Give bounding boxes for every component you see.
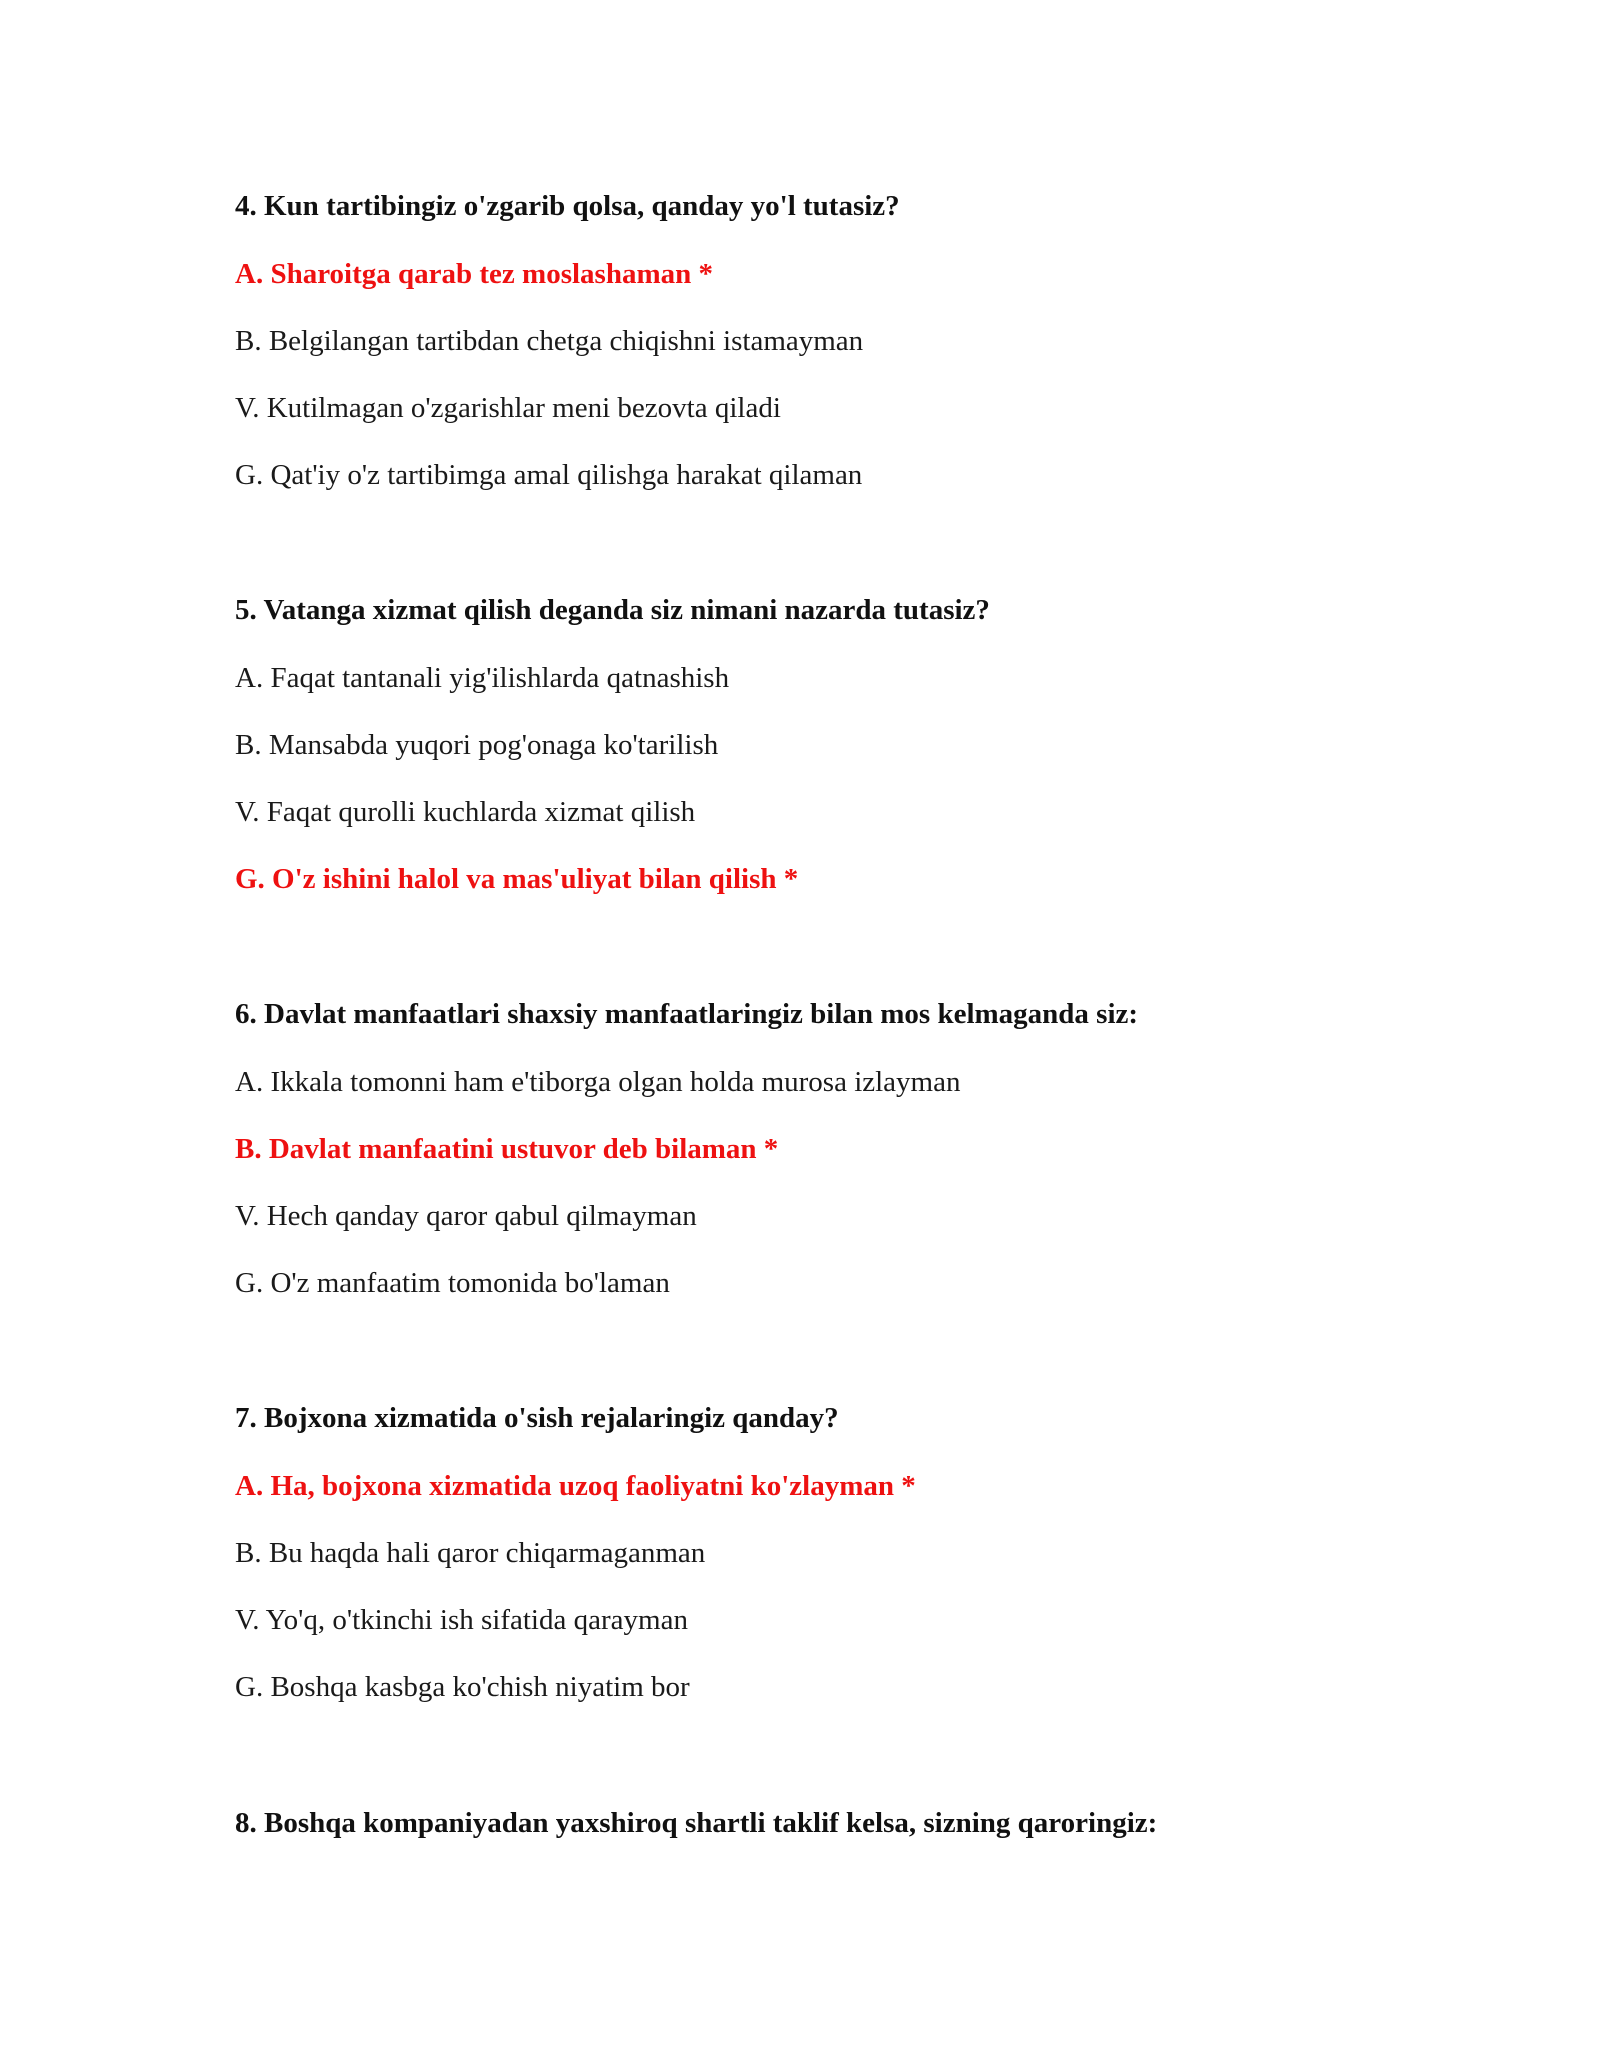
answer-option: B. Bu haqda hali qaror chiqarmaganman [235, 1537, 706, 1569]
answer-option: B. Davlat manfaatini ustuvor deb bilaman * [235, 1133, 779, 1165]
answer-option: A. Ikkala tomonni ham e'tiborga olgan holda murosa izlayman [235, 1066, 961, 1098]
answer-option: V. Kutilmagan o'zgarishlar meni bezovta qiladi [235, 392, 781, 424]
question-text: 5. Vatanga xizmat qilish deganda siz nimani nazarda tutasiz? [235, 594, 990, 626]
answer-option: V. Hech qanday qaror qabul qilmayman [235, 1200, 697, 1232]
answer-option: G. O'z ishini halol va mas'uliyat bilan qilish * [235, 863, 799, 895]
answer-option: G. O'z manfaatim tomonida bo'laman [235, 1267, 670, 1299]
answer-option: B. Mansabda yuqori pog'onaga ko'tarilish [235, 729, 719, 761]
question-text: 7. Bojxona xizmatida o'sish rejalaringiz qanday? [235, 1402, 839, 1434]
answer-option: B. Belgilangan tartibdan chetga chiqishni istamayman [235, 325, 864, 357]
answer-option: G. Qat'iy o'z tartibimga amal qilishga harakat qilaman [235, 459, 863, 491]
question-text: 8. Boshqa kompaniyadan yaxshiroq shartli taklif kelsa, sizning qaroringiz: [235, 1807, 1158, 1839]
answer-option: A. Ha, bojxona xizmatida uzoq faoliyatni ko'zlayman * [235, 1470, 916, 1502]
answer-option: A. Faqat tantanali yig'ilishlarda qatnashish [235, 662, 730, 694]
answer-option: G. Boshqa kasbga ko'chish niyatim bor [235, 1671, 690, 1703]
answer-option: V. Faqat qurolli kuchlarda xizmat qilish [235, 796, 696, 828]
question-text: 4. Kun tartibingiz o'zgarib qolsa, qanday yo'l tutasiz? [235, 190, 900, 222]
answer-option: V. Yo'q, o'tkinchi ish sifatida qarayman [235, 1604, 688, 1636]
answer-option: A. Sharoitga qarab tez moslashaman * [235, 258, 713, 290]
question-text: 6. Davlat manfaatlari shaxsiy manfaatlaringiz bilan mos kelmaganda siz: [235, 998, 1139, 1030]
